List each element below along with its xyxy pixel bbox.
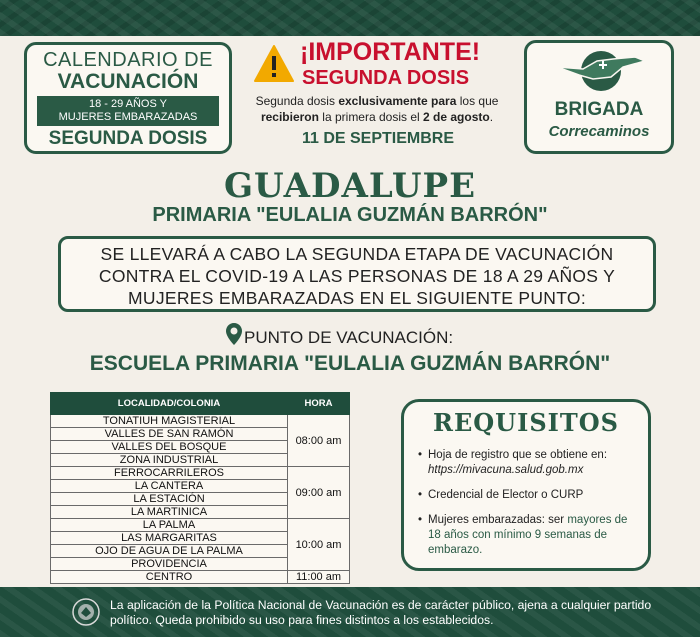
localidad-cell: FERROCARRILEROS — [51, 467, 288, 480]
localidad-cell: TONATIUH MAGISTERIAL — [51, 415, 288, 428]
desc-part: la primera dosis el — [318, 110, 424, 124]
table-row — [51, 571, 350, 584]
list-item — [428, 513, 642, 558]
desc-bold: exclusivamente para — [338, 94, 457, 108]
desc-part: . — [489, 110, 494, 124]
hora-cell: 09:00 am — [288, 467, 350, 519]
requirements-box — [401, 399, 651, 571]
localidad-cell: LAS MARGARITAS — [51, 532, 288, 545]
list-item — [428, 488, 642, 503]
important-title: ¡IMPORTANTE! — [300, 38, 481, 66]
hora-cell: 08:00 am — [288, 415, 350, 467]
vaccination-point-name: ESCUELA PRIMARIA "EULALIA GUZMÁN BARRÓN" — [89, 352, 611, 375]
hora-cell: 10:00 am — [288, 519, 350, 571]
calendar-dose: SEGUNDA DOSIS — [48, 128, 208, 149]
audience-line-2: MUJERES EMBARAZADAS — [58, 111, 198, 123]
town-name: GUADALUPE — [223, 166, 477, 206]
location-pin-icon — [225, 322, 243, 346]
brigada-badge — [524, 40, 674, 154]
important-description — [246, 93, 508, 125]
localidad-cell: LA CANTERA — [51, 480, 288, 493]
warning-icon — [254, 44, 294, 84]
desc-bold: 2 de agosto — [423, 110, 490, 124]
requirement-highlight: mayores de 18 años con mínimo 9 semanas de embarazo. — [428, 514, 628, 556]
footer-disclaimer: La aplicación de la Política Nacional de Vacunación es de carácter público, ajena a cualquier partido político. Queda prohibido su uso para fines distintos a los establecidos. — [110, 598, 652, 627]
calendar-audience-band — [37, 96, 219, 126]
localidad-cell: LA ESTACIÓN — [51, 493, 288, 506]
requirement-text: Credencial de Elector o CURP — [428, 489, 584, 501]
table-header-row — [51, 393, 350, 415]
announcement-line: CONTRA EL COVID-19 A LAS PERSONAS DE 18 A 29 AÑOS Y — [98, 266, 616, 286]
localidad-cell: OJO DE AGUA DE LA PALMA — [51, 545, 288, 558]
vaccination-point-label: PUNTO DE VACUNACIÓN: — [244, 328, 454, 347]
table-row — [51, 415, 350, 428]
table-row — [51, 467, 350, 480]
requirements-list — [428, 448, 642, 568]
localidad-cell: CENTRO — [51, 571, 288, 584]
hora-cell: 11:00 am — [288, 571, 350, 584]
localidad-cell: LA MARTINICA — [51, 506, 288, 519]
audience-line-1: 18 - 29 AÑOS Y — [88, 98, 168, 110]
column-header-localidad: LOCALIDAD/COLONIA — [51, 393, 288, 415]
table-row — [51, 519, 350, 532]
column-header-hora: HORA — [288, 393, 350, 415]
calendar-title: CALENDARIO DE — [43, 49, 213, 71]
schedule-table — [50, 392, 350, 584]
announcement-box — [58, 236, 656, 312]
important-subtitle: SEGUNDA DOSIS — [302, 67, 470, 89]
calendar-badge — [24, 42, 232, 154]
brigada-title: BRIGADA — [554, 99, 644, 120]
registration-link[interactable]: https://mivacuna.salud.gob.mx — [428, 464, 584, 476]
list-item — [428, 448, 642, 478]
announcement-line: MUJERES EMBARAZADAS EN EL SIGUIENTE PUNTO: — [128, 288, 586, 308]
requirement-text: Mujeres embarazadas: ser — [428, 514, 568, 526]
localidad-cell: ZONA INDUSTRIAL — [51, 454, 288, 467]
requirements-title: REQUISITOS — [433, 408, 619, 437]
top-decorative-band — [0, 0, 700, 36]
localidad-cell: VALLES DEL BOSQUE — [51, 441, 288, 454]
calendar-subtitle: VACUNACIÓN — [57, 70, 199, 93]
localidad-cell: VALLES DE SAN RAMÓN — [51, 428, 288, 441]
localidad-cell: PROVIDENCIA — [51, 558, 288, 571]
roadrunner-logo-icon — [553, 47, 649, 95]
desc-part: Segunda dosis — [255, 94, 339, 108]
vaccination-date: 11 DE SEPTIEMBRE — [301, 130, 455, 147]
localidad-cell: LA PALMA — [51, 519, 288, 532]
desc-part: los que — [456, 94, 499, 108]
announcement-line: SE LLEVARÁ A CABO LA SEGUNDA ETAPA DE VACUNACIÓN — [100, 244, 614, 264]
desc-bold: recibieron — [260, 110, 319, 124]
brigada-subtitle: Correcaminos — [548, 123, 650, 140]
school-name: PRIMARIA "EULALIA GUZMÁN BARRÓN" — [152, 204, 548, 226]
mexico-seal-icon — [72, 598, 100, 626]
requirement-text: Hoja de registro que se obtiene en: — [428, 449, 608, 461]
